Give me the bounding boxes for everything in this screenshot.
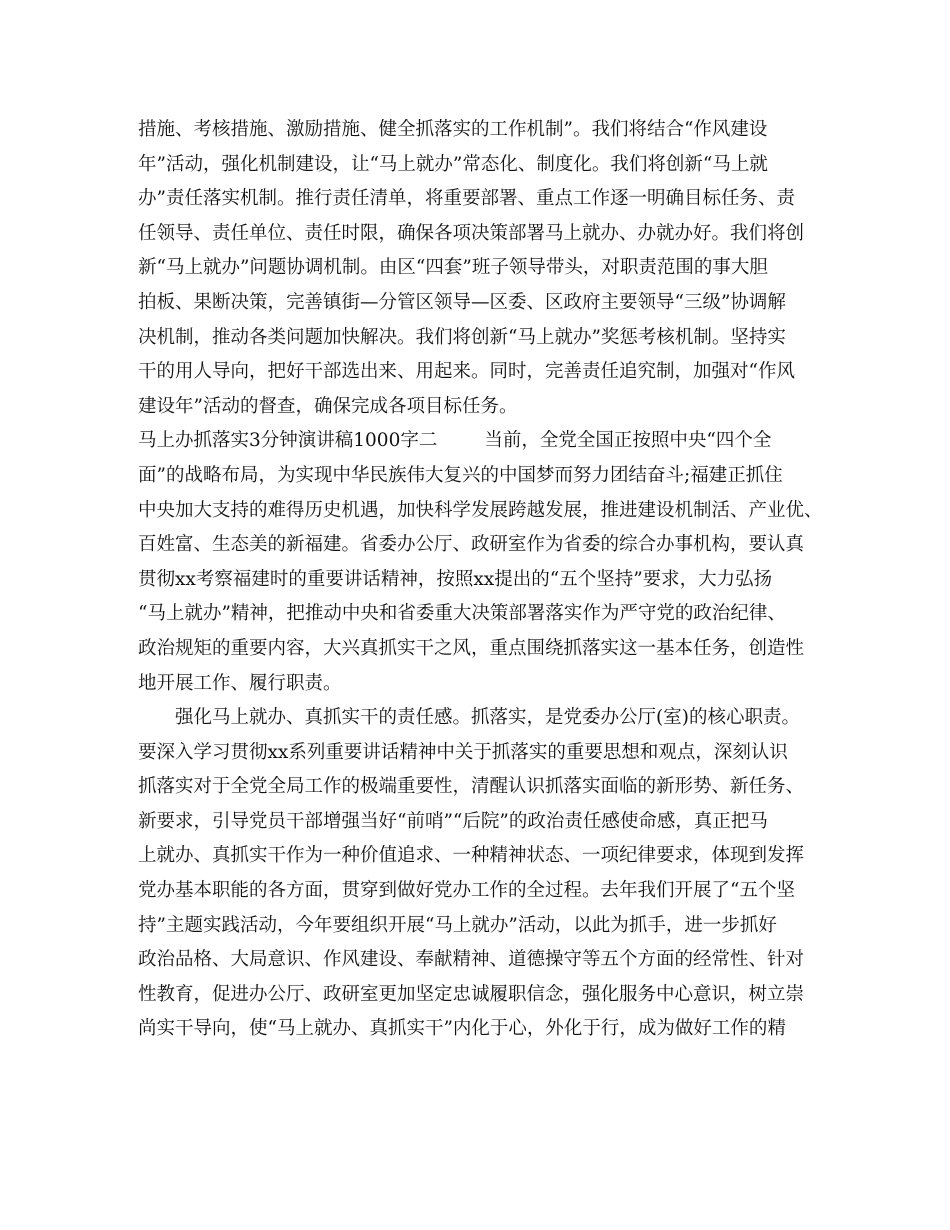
- text-line: 干的用人导向，把好干部选出来、用起来。同时，完善责任追究制，加强对“作风: [138, 361, 795, 383]
- text-line: 地开展工作、履行职责。: [138, 672, 342, 694]
- paragraph-start-line: 强化马上就办、真抓实干的责任感。抓落实，是党委办公厅(室)的核心职责。: [175, 707, 800, 729]
- text-line: 政治品格、大局意识、作风建设、奉献精神、道德操守等五个方面的经常性、针对: [138, 949, 805, 971]
- text-line: 办”责任落实机制。推行责任清单，将重要部署、重点工作逐一明确目标任务、责: [138, 188, 795, 210]
- text-line: 拍板、果断决策，完善镇街—分管区领导—区委、区政府主要领导“三级”协调解: [138, 291, 786, 313]
- text-line: 要深入学习贯彻xx系列重要讲话精神中关于抓落实的重要思想和观点，深刻认识: [138, 741, 788, 763]
- text-line: 持”主题实践活动，今年要组织开展“马上就办”活动，以此为抓手，进一步抓好: [138, 914, 777, 936]
- text-line: 上就办、真抓实干作为一种价值追求、一种精神状态、一项纪律要求，体现到发挥: [138, 845, 805, 867]
- text-line: 抓落实对于全党全局工作的极端重要性，清醒认识抓落实面临的新形势、新任务、: [138, 776, 805, 798]
- text-line: 措施、考核措施、激励措施、健全抓落实的工作机制”。我们将结合“作风建设: [138, 119, 768, 140]
- text-line: 建设年”活动的督查，确保完成各项目标任务。: [138, 395, 518, 417]
- document-body: [138, 113, 828, 1047]
- text-line: 百姓富、生态美的新福建。省委办公厅、政研室作为省委的综合办事机构，要认真: [138, 534, 805, 556]
- section-heading-line: 马上办抓落实3分钟演讲稿1000字二 当前，全党全国正按照中央“四个全: [138, 430, 772, 452]
- text-line: 新“马上就办”问题协调机制。由区“四套”班子领导带头，对职责范围的事大胆: [138, 257, 768, 279]
- text-line: 任领导、责任单位、责任时限，确保各项决策部署马上就办、办就办好。我们将创: [138, 222, 805, 244]
- text-line: 政治规矩的重要内容，大兴真抓实干之风，重点围绕抓落实这一基本任务，创造性: [138, 637, 805, 659]
- text-line: 决机制，推动各类问题加快解决。我们将创新“马上就办”奖惩考核机制。坚持实: [138, 326, 786, 348]
- text-line: 中央加大支持的难得历史机遇，加快科学发展跨越发展，推进建设机制活、产业优、: [138, 499, 823, 521]
- text-line: “马上就办”精神，把推动中央和省委重大决策部署落实作为严守党的政治纪律、: [138, 603, 786, 625]
- text-line: 贯彻xx考察福建时的重要讲话精神，按照xx提出的“五个坚持”要求，大力弘扬: [138, 568, 773, 590]
- text-line: 党办基本职能的各方面，贯穿到做好党办工作的全过程。去年我们开展了“五个坚: [138, 880, 795, 902]
- text-line: 尚实干导向，使“马上就办、真抓实干”内化于心，外化于行，成为做好工作的精: [138, 1018, 786, 1040]
- text-line: 新要求，引导党员干部增强当好“前哨”“后院”的政治责任感使命感，真正把马: [138, 810, 768, 832]
- text-line: 性教育，促进办公厅、政研室更加坚定忠诚履职信念，强化服务中心意识，树立崇: [138, 983, 805, 1005]
- text-line: 面”的战略布局，为实现中华民族伟大复兴的中国梦而努力团结奋斗;福建正抓住: [138, 464, 783, 486]
- text-line: 年”活动，强化机制建设，让“马上就办”常态化、制度化。我们将创新“马上就: [138, 153, 768, 175]
